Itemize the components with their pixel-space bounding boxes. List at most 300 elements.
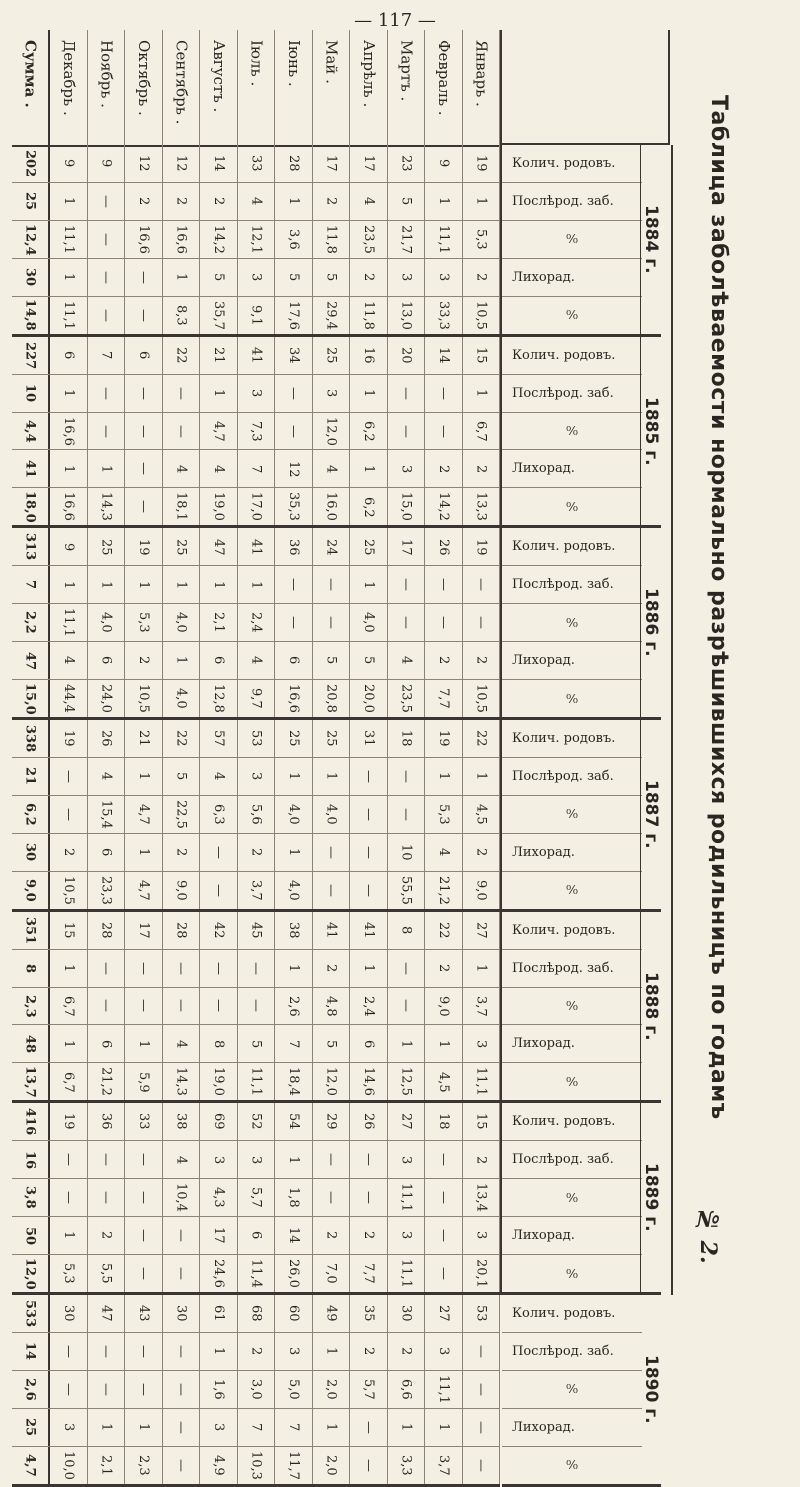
table-cell: 36 <box>275 528 312 565</box>
table-row <box>12 221 500 259</box>
table-cell: 25 <box>313 720 350 757</box>
table-cell: 15,0 <box>388 488 425 525</box>
table-cell: 11,8 <box>350 297 387 334</box>
table-row <box>12 1371 500 1409</box>
table-cell: 1 <box>163 642 200 679</box>
row-label: ⁰⁄₀ <box>566 1458 578 1473</box>
table-cell: 6,3 <box>200 796 237 833</box>
table-cell: — <box>275 413 312 450</box>
table-cell: 5 <box>350 642 387 679</box>
table-cell: — <box>200 950 237 987</box>
row-label: ⁰⁄₀ <box>502 1179 642 1217</box>
table-cell: 9,7 <box>238 680 275 717</box>
table-cell: — <box>88 297 125 334</box>
row-label-column <box>500 145 642 1473</box>
sum-cell: 21 <box>12 758 50 795</box>
table-cell: 26 <box>350 1103 387 1140</box>
table-cell: 4,0 <box>163 604 200 641</box>
table-cell: — <box>125 1333 162 1370</box>
table-cell: 1 <box>50 1217 87 1254</box>
table-cell: 2 <box>163 834 200 871</box>
table-cell: 5 <box>238 1025 275 1062</box>
table-cell: — <box>425 1255 462 1292</box>
table-cell: 5,7 <box>350 1371 387 1408</box>
table-cell: 11,1 <box>238 1063 275 1100</box>
row-label: Лихорад. <box>502 259 642 297</box>
table-cell: 2 <box>350 259 387 296</box>
table-cell: 3 <box>388 259 425 296</box>
table-cell: — <box>88 221 125 258</box>
table-cell: — <box>88 183 125 220</box>
table-cell: 1 <box>88 450 125 487</box>
table-cell: 16,6 <box>50 488 87 525</box>
table-cell: — <box>88 1371 125 1408</box>
table-cell: 22 <box>163 720 200 757</box>
table-cell: 20,0 <box>350 680 387 717</box>
year-label: 1884 г. <box>641 145 661 337</box>
table-cell: 3 <box>275 1333 312 1370</box>
row-label: ⁰⁄₀ <box>502 221 642 259</box>
table-cell: 61 <box>200 1295 237 1332</box>
table-cell: 1,6 <box>200 1371 237 1408</box>
sum-cell: 4,4 <box>12 413 50 450</box>
header-month: Декабрь . <box>50 30 87 145</box>
table-cell: 11,1 <box>50 221 87 258</box>
table-cell: — <box>463 604 500 641</box>
table-cell: 1 <box>463 758 500 795</box>
table-cell: — <box>50 1179 87 1216</box>
year-label: 1886 г. <box>641 528 661 720</box>
table-cell: 25 <box>313 337 350 374</box>
table-cell: 2,6 <box>275 988 312 1025</box>
label-block <box>502 337 642 529</box>
table-cell: 6,2 <box>350 413 387 450</box>
table-cell: 47 <box>200 528 237 565</box>
table-cell: 35,3 <box>275 488 312 525</box>
row-label: ⁰⁄₀ <box>566 883 578 898</box>
table-cell: — <box>125 1179 162 1216</box>
table-cell: — <box>125 488 162 525</box>
table-cell: 10,5 <box>463 297 500 334</box>
table-cell: 1 <box>88 566 125 603</box>
table-cell: 1 <box>463 183 500 220</box>
table-cell: — <box>125 375 162 412</box>
table-cell: 16,6 <box>50 413 87 450</box>
table-cell: 9,1 <box>238 297 275 334</box>
table-cell: — <box>125 259 162 296</box>
table-row <box>12 758 500 796</box>
table-cell: 2 <box>50 834 87 871</box>
header-sum: Сумма . <box>12 30 50 145</box>
sum-cell: 14 <box>12 1333 50 1370</box>
table-cell: 4,0 <box>313 796 350 833</box>
year-block <box>12 145 500 337</box>
table-cell: — <box>275 566 312 603</box>
table-cell: 26,0 <box>275 1255 312 1292</box>
label-block <box>502 528 642 720</box>
table-cell: 33 <box>238 145 275 182</box>
table-cell: 7,0 <box>313 1255 350 1292</box>
table-cell: 4 <box>50 642 87 679</box>
table-row <box>12 680 500 717</box>
row-label: Колич. родовъ. <box>502 912 642 950</box>
table-cell: — <box>50 1371 87 1408</box>
table-cell: — <box>200 988 237 1025</box>
table-row <box>12 1295 500 1333</box>
table-cell: 42 <box>200 912 237 949</box>
table-cell: 28 <box>275 145 312 182</box>
table-cell: 19 <box>463 145 500 182</box>
table-cell: 7 <box>238 450 275 487</box>
table-cell: 57 <box>200 720 237 757</box>
table-row <box>12 1409 500 1447</box>
table-cell: 1 <box>350 950 387 987</box>
table-cell: 14,2 <box>200 221 237 258</box>
table-cell: 2 <box>125 183 162 220</box>
table-cell: 7,3 <box>238 413 275 450</box>
year-block <box>12 1103 500 1295</box>
row-label: Послѣрод. заб. <box>502 1141 642 1179</box>
table-cell: 19 <box>463 528 500 565</box>
table-cell: 9 <box>50 528 87 565</box>
table-cell: 6,7 <box>50 1063 87 1100</box>
table-cell: — <box>50 1141 87 1178</box>
sum-cell: 12,4 <box>12 221 50 258</box>
table-cell: 5 <box>313 642 350 679</box>
header-month: Августъ . <box>200 30 237 145</box>
table-cell: — <box>388 566 425 603</box>
table-cell: 2 <box>425 642 462 679</box>
table-cell: 20,1 <box>463 1255 500 1292</box>
sum-cell: 533 <box>12 1295 50 1332</box>
table-cell: 4,5 <box>463 796 500 833</box>
table-cell: 8 <box>388 912 425 949</box>
table-cell: 3,7 <box>463 988 500 1025</box>
table-cell: — <box>313 566 350 603</box>
header-month: Май . <box>313 30 350 145</box>
table-cell: 2 <box>238 1333 275 1370</box>
table-cell: — <box>350 1141 387 1178</box>
table-cell: 5 <box>388 183 425 220</box>
table-cell: 5,3 <box>50 1255 87 1292</box>
table-cell: 4,0 <box>163 680 200 717</box>
table-cell: 19,0 <box>200 1063 237 1100</box>
table-cell: — <box>50 1333 87 1370</box>
table-cell: — <box>275 604 312 641</box>
table-cell: 30 <box>50 1295 87 1332</box>
table-cell: 17,6 <box>275 297 312 334</box>
table-cell: 3,6 <box>275 221 312 258</box>
table-cell: — <box>463 1371 500 1408</box>
table-cell: 52 <box>238 1103 275 1140</box>
year-label: 1890 г. <box>641 1295 661 1487</box>
table-cell: 45 <box>238 912 275 949</box>
row-label: ⁰⁄₀ <box>566 691 578 706</box>
table-cell: 16,0 <box>313 488 350 525</box>
sum-cell: 10 <box>12 375 50 412</box>
table-cell: 3 <box>200 1409 237 1446</box>
table-cell: 41 <box>313 912 350 949</box>
table-row <box>12 988 500 1026</box>
table-cell: 3,7 <box>425 1447 462 1484</box>
table-cell: 5,9 <box>125 1063 162 1100</box>
table-cell: 35,7 <box>200 297 237 334</box>
table-cell: 14,3 <box>88 488 125 525</box>
table-cell: 4 <box>238 642 275 679</box>
table-cell: — <box>350 1179 387 1216</box>
table-cell: — <box>388 988 425 1025</box>
header-month: Ноябрь . <box>88 30 125 145</box>
label-block <box>502 1103 642 1295</box>
table-cell: 2 <box>88 1217 125 1254</box>
table-cell: 19 <box>50 720 87 757</box>
table-cell: 29 <box>313 1103 350 1140</box>
table-cell: 41 <box>238 528 275 565</box>
table-cell: 10,0 <box>50 1447 87 1484</box>
table-cell: — <box>163 375 200 412</box>
table-cell: — <box>88 259 125 296</box>
header-month: Сентябрь . <box>163 30 200 145</box>
row-label: Послѣрод. заб. <box>502 950 642 988</box>
table-cell: 5,3 <box>125 604 162 641</box>
table-cell: — <box>425 1217 462 1254</box>
table-cell: 5 <box>313 1025 350 1062</box>
table-cell: 5,3 <box>463 221 500 258</box>
table-cell: 7 <box>275 1409 312 1446</box>
table-cell: — <box>88 988 125 1025</box>
sum-cell: 16 <box>12 1141 50 1178</box>
year-block <box>12 720 500 912</box>
row-label: ⁰⁄₀ <box>566 1266 578 1281</box>
table-row <box>12 834 500 872</box>
table-cell: 1 <box>425 183 462 220</box>
header-month: Октябрь . <box>125 30 162 145</box>
table-cell: 4,0 <box>350 604 387 641</box>
table-cell: 4 <box>238 183 275 220</box>
table-cell: — <box>125 950 162 987</box>
year-label: 1888 г. <box>641 912 661 1104</box>
table-cell: — <box>350 834 387 871</box>
table-cell: 2 <box>238 834 275 871</box>
table-cell: 4 <box>313 450 350 487</box>
table-cell: 21 <box>125 720 162 757</box>
table-cell: 2,0 <box>313 1371 350 1408</box>
year-label: 1889 г. <box>641 1103 661 1295</box>
table-cell: 38 <box>275 912 312 949</box>
table-cell: 5,5 <box>88 1255 125 1292</box>
table-cell: 12,1 <box>238 221 275 258</box>
table-cell: 20,8 <box>313 680 350 717</box>
table-cell: 27 <box>388 1103 425 1140</box>
table-cell: 44,4 <box>50 680 87 717</box>
table-cell: 26 <box>88 720 125 757</box>
table-cell: 17 <box>125 912 162 949</box>
table-cell: 7 <box>238 1409 275 1446</box>
sum-cell: 2,2 <box>12 604 50 641</box>
table-cell: — <box>163 950 200 987</box>
table-cell: 1 <box>425 758 462 795</box>
table-cell: — <box>88 413 125 450</box>
table-cell: 19 <box>125 528 162 565</box>
table-cell: — <box>125 413 162 450</box>
table-row <box>12 1179 500 1217</box>
table-cell: 11,1 <box>50 297 87 334</box>
sum-cell: 15,0 <box>12 680 50 717</box>
table-cell: — <box>125 1141 162 1178</box>
table-cell: 4,0 <box>275 796 312 833</box>
table-cell: 8 <box>200 1025 237 1062</box>
table-cell: 6 <box>238 1217 275 1254</box>
table-row <box>12 145 500 183</box>
table-cell: 4,7 <box>200 413 237 450</box>
table-cell: — <box>163 1333 200 1370</box>
table-cell: 4 <box>200 450 237 487</box>
year-block <box>12 528 500 720</box>
table-cell: 4 <box>388 642 425 679</box>
table-cell: 13,4 <box>463 1179 500 1216</box>
table-cell: 2 <box>313 183 350 220</box>
page-mark: № 2. <box>695 1206 721 1264</box>
row-label: Послѣрод. заб. <box>502 183 642 221</box>
table-cell: 3 <box>200 1141 237 1178</box>
table-row <box>12 488 500 525</box>
table-cell: 1 <box>313 1409 350 1446</box>
table-cell: 15 <box>463 1103 500 1140</box>
row-label: Лихорад. <box>502 1025 642 1063</box>
row-label: Колич. родовъ. <box>502 1295 642 1333</box>
table-row <box>12 1025 500 1063</box>
table-cell: 1 <box>275 950 312 987</box>
table-cell: 2 <box>125 642 162 679</box>
sum-cell: 30 <box>12 834 50 871</box>
table-cell: 1 <box>350 450 387 487</box>
table-cell: — <box>350 1447 387 1484</box>
table-cell: 11,1 <box>425 221 462 258</box>
sum-cell: 25 <box>12 183 50 220</box>
table-cell: — <box>200 872 237 909</box>
sum-cell: 8 <box>12 950 50 987</box>
table-cell: 69 <box>200 1103 237 1140</box>
table-cell: 6 <box>88 834 125 871</box>
table-row <box>12 796 500 834</box>
table-cell: — <box>163 1447 200 1484</box>
table-cell: 33,3 <box>425 297 462 334</box>
table-cell: 2 <box>463 259 500 296</box>
table-cell: 5 <box>200 259 237 296</box>
year-label: 1887 г. <box>641 720 661 912</box>
row-label: Колич. родовъ. <box>502 720 642 758</box>
table-cell: 12,0 <box>313 1063 350 1100</box>
table-cell: 10,5 <box>463 680 500 717</box>
table-row <box>12 566 500 604</box>
table-cell: 68 <box>238 1295 275 1332</box>
table-row <box>12 1333 500 1371</box>
table-cell: 11,8 <box>313 221 350 258</box>
header-month: Іюль . <box>238 30 275 145</box>
label-block <box>502 1295 642 1487</box>
row-label: Колич. родовъ. <box>502 1103 642 1141</box>
row-label: ⁰⁄₀ <box>502 413 642 451</box>
table-cell: 7 <box>275 1025 312 1062</box>
table-cell: — <box>163 988 200 1025</box>
table-cell: 49 <box>313 1295 350 1332</box>
table-cell: 12 <box>163 145 200 182</box>
table-cell: 10,5 <box>50 872 87 909</box>
table-cell: — <box>388 796 425 833</box>
table-cell: 18 <box>388 720 425 757</box>
table-cell: 1 <box>238 566 275 603</box>
table-cell: 2 <box>313 1217 350 1254</box>
table-cell: 4,8 <box>313 988 350 1025</box>
table-cell: 3 <box>388 450 425 487</box>
table-cell: — <box>125 297 162 334</box>
sum-cell: 18,0 <box>12 488 50 525</box>
sum-cell: 6,2 <box>12 796 50 833</box>
sum-cell: 2,3 <box>12 988 50 1025</box>
table-cell: — <box>350 796 387 833</box>
table-cell: 38 <box>163 1103 200 1140</box>
table-row <box>12 183 500 221</box>
table-cell: 24,0 <box>88 680 125 717</box>
table-cell: 3 <box>238 1141 275 1178</box>
table-cell: 1,8 <box>275 1179 312 1216</box>
table-cell: — <box>463 1447 500 1484</box>
table-cell: 16,6 <box>163 221 200 258</box>
table-cell: 24,6 <box>200 1255 237 1292</box>
table-cell: — <box>50 758 87 795</box>
table-cell: 3 <box>388 1217 425 1254</box>
table-cell: 60 <box>275 1295 312 1332</box>
table-cell: — <box>425 1141 462 1178</box>
table-cell: 53 <box>463 1295 500 1332</box>
table-cell: 41 <box>350 912 387 949</box>
table-cell: 3 <box>425 1333 462 1370</box>
table-cell: 1 <box>350 375 387 412</box>
row-label: ⁰⁄₀ <box>502 1371 642 1409</box>
table-cell: — <box>88 1333 125 1370</box>
table-cell: — <box>163 413 200 450</box>
sum-cell: 25 <box>12 1409 50 1446</box>
row-label: Колич. родовъ. <box>502 528 642 566</box>
table-cell: 6 <box>88 1025 125 1062</box>
table-cell: 6 <box>350 1025 387 1062</box>
table-cell: 28 <box>163 912 200 949</box>
table-cell: 3,0 <box>238 1371 275 1408</box>
table-cell: 5 <box>275 259 312 296</box>
row-label: ⁰⁄₀ <box>502 604 642 642</box>
table-cell: 17 <box>350 145 387 182</box>
label-block <box>502 912 642 1104</box>
table-cell: 4,0 <box>88 604 125 641</box>
table-cell: 9,0 <box>463 872 500 909</box>
table-cell: 11,1 <box>50 604 87 641</box>
table-cell: 9 <box>50 145 87 182</box>
table-cell: — <box>350 872 387 909</box>
table-cell: 2 <box>200 183 237 220</box>
table-cell: 1 <box>463 375 500 412</box>
label-block <box>502 720 642 912</box>
row-label: Послѣрод. заб. <box>502 1333 642 1371</box>
table-cell: 6 <box>200 642 237 679</box>
row-label: Лихорад. <box>502 1409 642 1447</box>
sum-cell: 48 <box>12 1025 50 1062</box>
table-cell: 2 <box>425 450 462 487</box>
table-cell: 9,0 <box>163 872 200 909</box>
table-cell: 1 <box>125 1025 162 1062</box>
table-cell: 10 <box>388 834 425 871</box>
table-row <box>12 1103 500 1141</box>
table-cell: — <box>313 1141 350 1178</box>
